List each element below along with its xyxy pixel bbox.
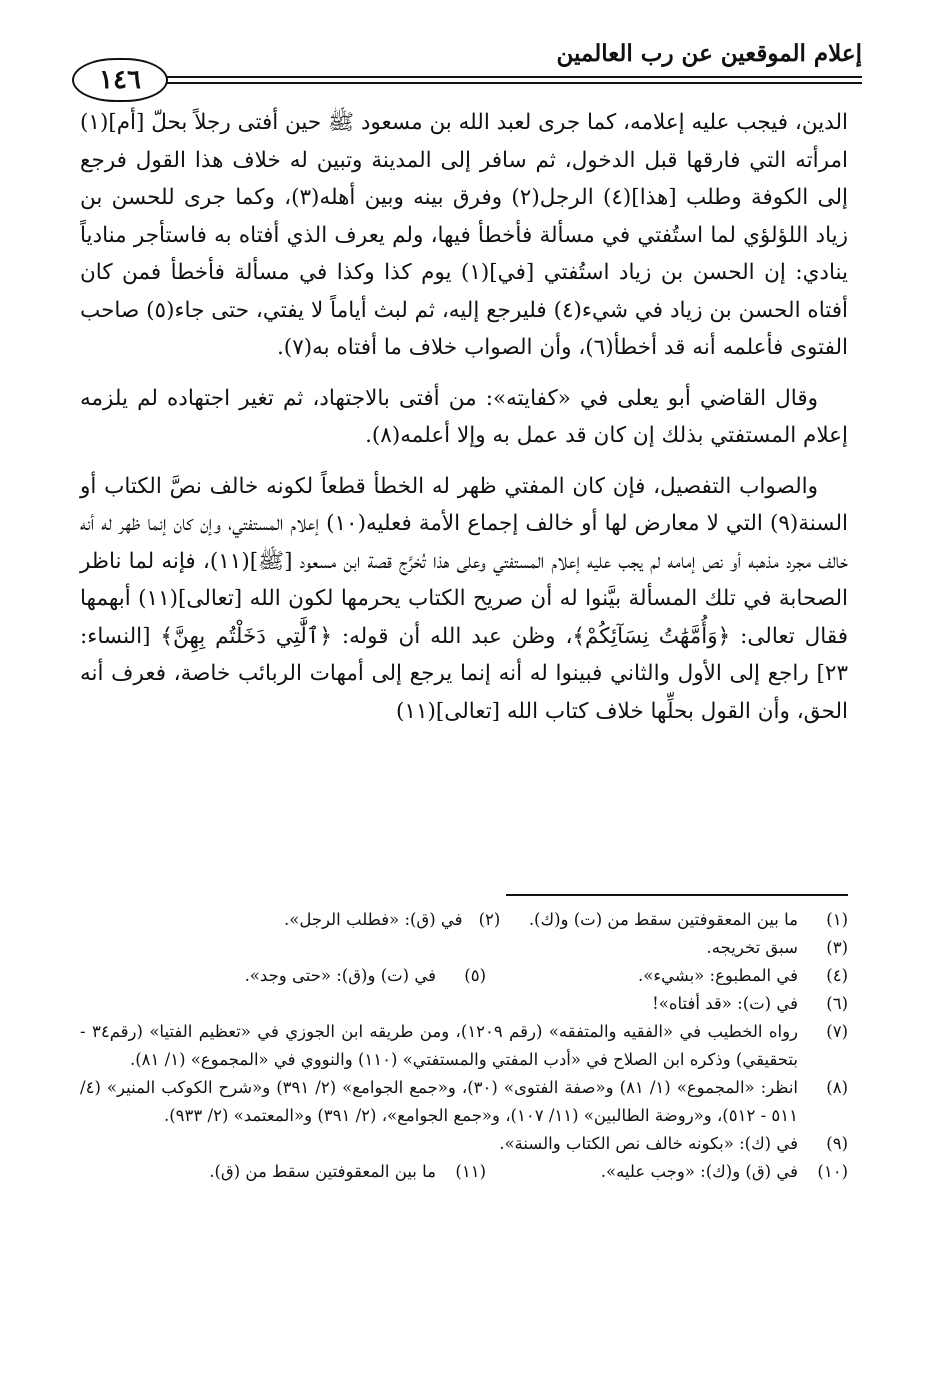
footnote-text: في (ت): «قد أفتاه»! <box>652 994 798 1013</box>
footnote-text: في (ق): «فطلب الرجل». <box>284 910 463 929</box>
main-text <box>80 104 848 743</box>
footnote-text: ما بين المعقوفتين سقط من (ت) و(ك). <box>528 910 798 929</box>
footnote-number: (٣) <box>826 938 848 957</box>
footnote-row <box>80 1018 848 1074</box>
footnote-row <box>80 1158 848 1186</box>
footnote-number: (٨) <box>826 1078 848 1097</box>
header-rule <box>144 82 862 84</box>
footnote-number: (٥) <box>464 966 486 985</box>
footnote-row <box>80 906 848 934</box>
footnote-text: ما بين المعقوفتين سقط من (ق). <box>209 1162 436 1181</box>
footnote-number: (٩) <box>826 1134 848 1153</box>
footnote-number: (١١) <box>455 1162 486 1181</box>
page-number: ١٤٦ <box>72 58 168 102</box>
footnote-text: رواه الخطيب في «الفقيه والمتفقه» (رقم ١٢٠٩)، ومن طريقه ابن الجوزي في «تعظيم الفتيا» (رقم٣٤ - بتحقيقي) وذكره ابن الصلاح في «أدب المفتي والمستفتي» (١١٠) والنووي في «المجموع» (١/ ٨١). <box>80 1022 798 1069</box>
footnote-text: في (ك): «بكونه خالف نص الكتاب والسنة». <box>499 1134 798 1153</box>
footnote-number: (١٠) <box>817 1162 848 1181</box>
page-header <box>72 32 862 96</box>
footnote-row <box>80 934 848 962</box>
footnote-row <box>80 1074 848 1130</box>
header-rule <box>144 76 862 78</box>
footnote-text: في المطبوع: «بشيء». <box>638 966 798 985</box>
footnote <box>80 906 848 934</box>
paragraph: وقال القاضي أبو يعلى في «كفايته»: من أفتى بالاجتهاد، ثم تغير اجتهاده لم يلزمه إعلام المستفتي بذلك إن كان قد عمل به وإلا أعلمه(٨). <box>80 385 848 448</box>
paragraph: والصواب التفصيل، فإن كان المفتي ظهر له الخطأ قطعاً لكونه خالف نصَّ الكتاب أو السنة(٩) التي لا معارض لها أو خالف إجماع الأمة فعليه(١٠) إعلام المستفتي، وإن كان إنما ظهر له أنه خالف مجرد مذهبه أو نص إمامه لم يجب عليه إعلام المستفتي وعلى هذا تُخرَّج قصة ابن مسعود [ﷺ](١١)، فإنه لما ناظر الصحابة في تلك المسألة بيَّنوا له أن صريح الكتاب يحرمها لكون الله [تعالى](١١) أبهمها فقال تعالى: ﴿وَأُمَّهَٰتُ نِسَآئِكُمْ﴾، وظن عبد الله أن قوله: ﴿ٱلَّٰتِي دَخَلْتُم بِهِنَّ﴾ [النساء: ٢٣] راجع إلى الأول والثاني فبينوا له أنه إنما يرجع إلى أمهات الربائب خاصة، فعرف أنه الحق، وأن القول بحلِّها خلاف كتاب الله [تعالى](١١) <box>80 473 848 724</box>
footnote-number: (٤) <box>826 966 848 985</box>
footnote-number: (٢) <box>478 910 501 929</box>
footnote-text: انظر: «المجموع» (١/ ٨١) و«صفة الفتوى» (٣٠)، و«جمع الجوامع» (٢/ ٣٩١) و«شرح الكوكب المنير» (٤/ ٥١١ - ٥١٢)، و«روضة الطالبين» (١١/ ١٠٧)، و«جمع الجوامع»، (٢/ ٣٩١) و«المعتمد» (٢/ ٩٣٣). <box>80 1078 799 1125</box>
footnote-row <box>80 990 848 1018</box>
paragraph: الدين، فيجب عليه إعلامه، كما جرى لعبد الله بن مسعود ﷺ حين أفتى رجلاً بحلّ [أم](١) امرأته التي فارقها قبل الدخول، ثم سافر إلى المدينة وتبين له خلاف هذا القول فرجع إلى الكوفة وطلب [هذا](٤) الرجل(٢) وفرق بينه وبين أهله(٣)، وكما جرى للحسن بن زياد اللؤلؤي لما استُفتي في مسألة فأخطأ فيها، ولم يعرف الذي أفتاه به فاستأجر منادياً ينادي: إن الحسن بن زياد استُفتي [في](١) يوم كذا وكذا في مسألة فأخطأ فمن كان أفتاه الحسن بن زياد في شيء(٤) فليرجع إليه، ثم لبث أياماً لا يفتي، حتى جاء(٥) صاحب الفتوى فأعلمه أنه قد أخطأ(٦)، وأن الصواب خلاف ما أفتاه به(٧). <box>80 110 848 360</box>
footnote-separator <box>506 894 848 896</box>
footnotes <box>80 906 848 1186</box>
footnote-text: سبق تخريجه. <box>706 938 798 957</box>
footnote-row <box>80 962 848 990</box>
running-title: إعلام الموقعين عن رب العالمين <box>556 40 862 67</box>
footnote-text: في (ت) و(ق): «حتى وجد». <box>244 966 436 985</box>
footnote-row <box>80 1130 848 1158</box>
footnote-number: (٧) <box>826 1022 848 1041</box>
footnote-number: (٦) <box>826 994 848 1013</box>
footnote-text: في (ق) و(ك): «وجب عليه». <box>600 1162 798 1181</box>
footnote-number: (١) <box>826 910 848 929</box>
